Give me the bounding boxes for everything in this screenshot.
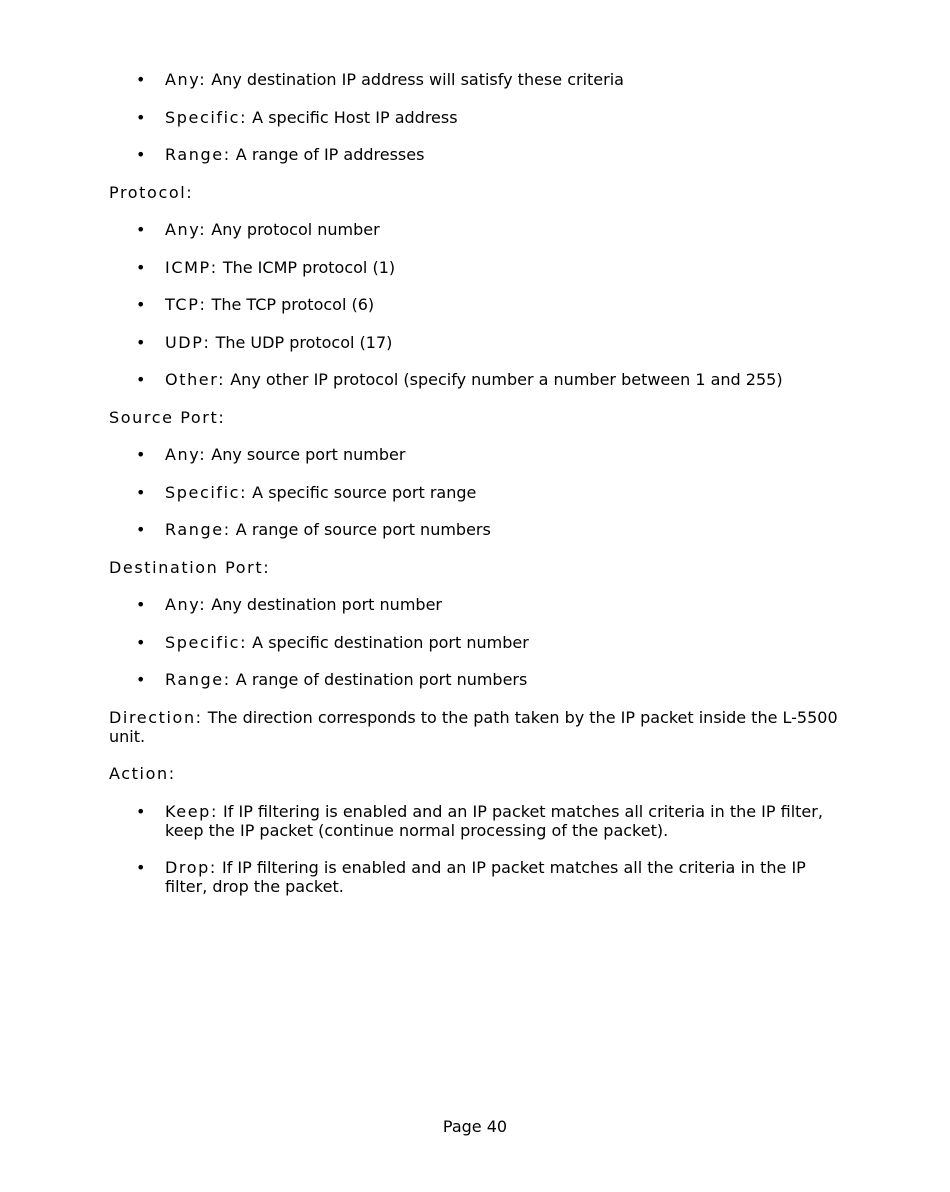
bullet-icon: •	[136, 107, 146, 127]
list-item	[109, 445, 839, 464]
item-term: Any:	[165, 220, 207, 239]
list-item	[109, 333, 839, 352]
item-term: Any:	[165, 70, 207, 89]
bullet-icon: •	[136, 445, 146, 464]
item-term: UDP:	[165, 332, 211, 352]
dest-ip-list	[109, 70, 839, 164]
bullet-icon: •	[136, 520, 146, 539]
list-item	[109, 633, 839, 652]
item-desc: The UDP protocol (17)	[215, 332, 393, 352]
list-item	[109, 802, 839, 840]
item-term: Any:	[165, 595, 207, 614]
bullet-icon: •	[136, 670, 146, 689]
item-desc: Any destination port number	[211, 595, 442, 614]
bullet-icon: •	[136, 332, 146, 352]
action-list	[109, 802, 839, 897]
list-item	[109, 483, 839, 502]
item-desc: Any source port number	[211, 445, 406, 464]
list-item	[109, 670, 839, 689]
bullet-icon: •	[136, 801, 146, 821]
page-number: Page 40	[442, 1117, 508, 1136]
bullet-icon: •	[136, 70, 146, 89]
item-term: Range:	[165, 145, 231, 164]
list-item	[109, 595, 839, 614]
direction-paragraph	[109, 708, 839, 746]
item-desc: The ICMP protocol (1)	[222, 257, 396, 277]
item-term: TCP:	[165, 295, 207, 314]
item-desc: Any other IP protocol (specify number a number between 1 and 255)	[230, 370, 783, 389]
list-item	[109, 370, 839, 389]
item-desc: If IP filtering is enabled and an IP packet matches all criteria in the IP filter, keep the IP packet (continue normal processing of the packet).	[165, 801, 823, 840]
action-heading: Action:	[109, 764, 176, 783]
list-item	[109, 145, 839, 164]
source-port-heading: Source Port:	[109, 407, 226, 427]
item-desc: A specific Host IP address	[252, 107, 458, 127]
destination-port-list	[109, 595, 839, 689]
bullet-icon: •	[136, 595, 146, 614]
direction-term: Direction:	[109, 707, 203, 727]
item-term: Keep:	[165, 801, 218, 821]
bullet-icon: •	[136, 858, 146, 877]
list-item	[109, 858, 839, 896]
direction-desc: The direction corresponds to the path taken by the IP packet inside the L-5500 unit.	[109, 707, 838, 746]
bullet-icon: •	[136, 370, 146, 389]
item-desc: Any protocol number	[211, 220, 380, 239]
list-item	[109, 220, 839, 239]
bullet-icon: •	[136, 295, 146, 314]
item-desc: A range of source port numbers	[235, 520, 491, 539]
item-term: Specific:	[165, 482, 248, 502]
item-term: Specific:	[165, 107, 248, 127]
item-term: Specific:	[165, 632, 248, 652]
bullet-icon: •	[136, 220, 146, 239]
item-desc: A range of destination port numbers	[235, 670, 528, 689]
item-term: Range:	[165, 520, 231, 539]
bullet-icon: •	[136, 482, 146, 502]
item-term: Range:	[165, 670, 231, 689]
item-desc: A specific destination port number	[252, 632, 529, 652]
list-item	[109, 258, 839, 277]
list-item	[109, 70, 839, 89]
item-desc: The TCP protocol (6)	[211, 295, 375, 314]
item-desc: A specific source port range	[252, 482, 477, 502]
list-item	[109, 520, 839, 539]
bullet-icon: •	[136, 257, 146, 277]
item-term: ICMP:	[165, 257, 218, 277]
source-port-list	[109, 445, 839, 539]
list-item	[109, 295, 839, 314]
protocol-heading: Protocol:	[109, 182, 194, 202]
item-desc: Any destination IP address will satisfy these criteria	[211, 70, 624, 89]
item-desc: A range of IP addresses	[235, 145, 425, 164]
protocol-list	[109, 220, 839, 389]
bullet-icon: •	[136, 632, 146, 652]
list-item	[109, 108, 839, 127]
item-term: Any:	[165, 445, 207, 464]
item-term: Drop:	[165, 858, 217, 877]
item-term: Other:	[165, 370, 226, 389]
bullet-icon: •	[136, 145, 146, 164]
document-page	[109, 70, 839, 915]
destination-port-heading: Destination Port:	[109, 557, 271, 577]
item-desc: If IP filtering is enabled and an IP packet matches all the criteria in the IP filter, drop the packet.	[165, 858, 806, 896]
